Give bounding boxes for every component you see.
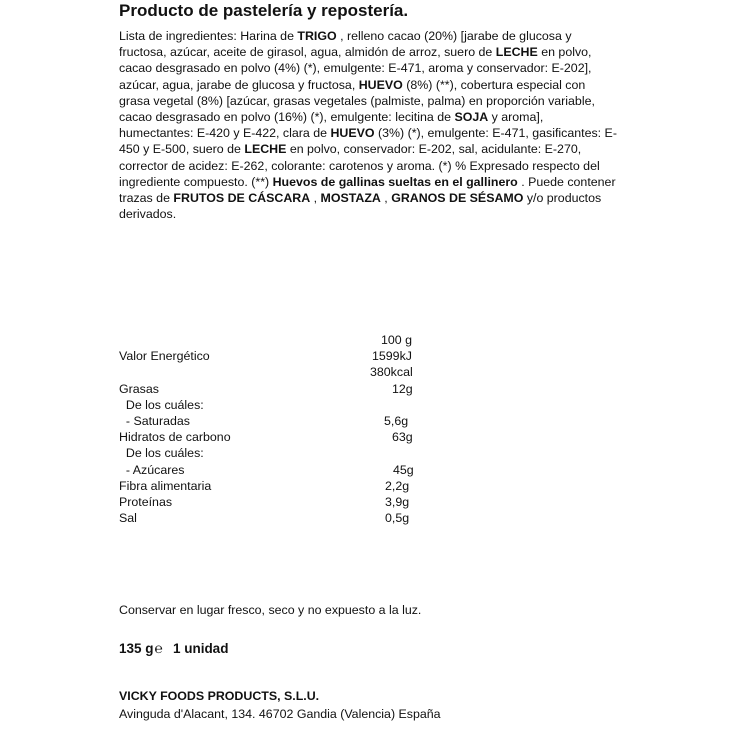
nutrient-label: Valor Energético (119, 349, 210, 364)
nutrient-label: - Azúcares (119, 462, 185, 477)
allergen-highlight: TRIGO (297, 29, 337, 43)
net-weight: 135 g (119, 640, 154, 656)
nutrient-label: De los cuáles: (119, 446, 204, 461)
nutrition-header-row (119, 332, 419, 348)
nutrition-row (119, 429, 419, 445)
nutrient-value: 0,5g (385, 511, 410, 526)
nutrition-table (119, 332, 419, 526)
ingredient-text: (8%) (**), cobertura especial con grasa vegetal (8%) [azúcar, grasas vegetales (palmiste, palma) en proporción variable, cacao desgrasado en polvo (16%) (*), emulgente: lecitina de (119, 77, 595, 125)
allergen-highlight: LECHE (495, 45, 538, 60)
allergen-highlight: SOJA (454, 110, 489, 125)
allergen-highlight: FRUTOS DE CÁSCARA (173, 191, 311, 206)
allergen-highlight: Huevos de gallinas sueltas en el gallinero (272, 174, 518, 189)
ingredient-text: , (380, 191, 392, 206)
nutrition-row (119, 494, 419, 510)
company-address: Avinguda d'Alacant, 134. 46702 Gandia (Valencia) España (119, 707, 441, 721)
company-name: VICKY FOODS PRODUCTS, S.L.U. (119, 689, 320, 703)
ingredient-text: Lista de ingredientes: Harina de (119, 29, 298, 43)
product-title: Producto de pastelería y repostería. (119, 1, 409, 20)
nutrient-label: Hidratos de carbono (119, 430, 231, 445)
ingredient-text: en polvo, cacao desgrasado en polvo (4%) (*), emulgente: E-471, aroma y conservador: E-202], azúcar, agua, jarabe de glucosa y fructosa, (119, 45, 592, 92)
nutrition-row (119, 381, 419, 397)
nutrient-value: 12g (392, 381, 413, 396)
ingredient-text: (3%) (*), emulgente: E-471, gasificantes: E-450 y E-500, suero de (119, 126, 617, 157)
nutrition-row (119, 413, 419, 429)
nutrition-row (119, 478, 419, 494)
nutrient-label: - Saturadas (119, 413, 190, 428)
nutrition-row (119, 510, 419, 526)
unit-count: 1 unidad (172, 640, 229, 656)
ingredients-list (119, 28, 619, 222)
nutrient-label: Sal (119, 511, 137, 526)
ingredient-text: , relleno cacao (20%) [jarabe de glucosa y fructosa, azúcar, aceite de girasol, agua, almidón de arroz, suero de (119, 29, 572, 60)
storage-instructions: Conservar en lugar fresco, seco y no expuesto a la luz. (119, 603, 422, 617)
allergen-highlight: HUEVO (358, 77, 403, 92)
ingredient-text: . Puede contener trazas de (119, 174, 616, 206)
nutrient-label: Grasas (119, 381, 159, 396)
nutrient-label: Fibra alimentaria (119, 478, 212, 493)
allergen-highlight: HUEVO (330, 126, 375, 141)
nutrition-row (119, 445, 419, 461)
net-quantity (119, 640, 228, 656)
nutrient-value: 380kcal (370, 365, 413, 380)
nutrient-value: 45g (393, 462, 414, 477)
estimated-sign-icon: ℮ (154, 640, 163, 656)
nutrient-value: 5,6g (384, 413, 409, 428)
nutrition-row (119, 348, 419, 364)
nutrition-row (119, 364, 419, 380)
allergen-highlight: LECHE (244, 142, 287, 157)
nutrition-header: 100 g (381, 333, 413, 347)
ingredient-text: en polvo, conservador: E-202, sal, acidulante: E-270, corrector de acidez: E-262, colorante: carotenos y aroma. (*) % Expresado respecto del ingrediente compuesto. (**) (119, 142, 600, 189)
nutrient-value: 63g (392, 430, 413, 445)
allergen-highlight: MOSTAZA (320, 191, 381, 206)
nutrient-label: Proteínas (119, 494, 173, 509)
ingredient-text: y/o productos derivados. (119, 191, 602, 222)
nutrient-label: De los cuáles: (119, 397, 204, 412)
nutrition-row (119, 397, 419, 413)
nutrient-value: 3,9g (385, 494, 410, 509)
nutrient-value: 1599kJ (372, 349, 412, 364)
nutrition-row (119, 462, 419, 478)
allergen-highlight: GRANOS DE SÉSAMO (391, 191, 524, 206)
nutrient-value: 2,2g (385, 478, 410, 493)
ingredient-text: y aroma], humectantes: E-420 y E-422, clara de (119, 110, 544, 141)
ingredient-text: , (310, 191, 321, 206)
